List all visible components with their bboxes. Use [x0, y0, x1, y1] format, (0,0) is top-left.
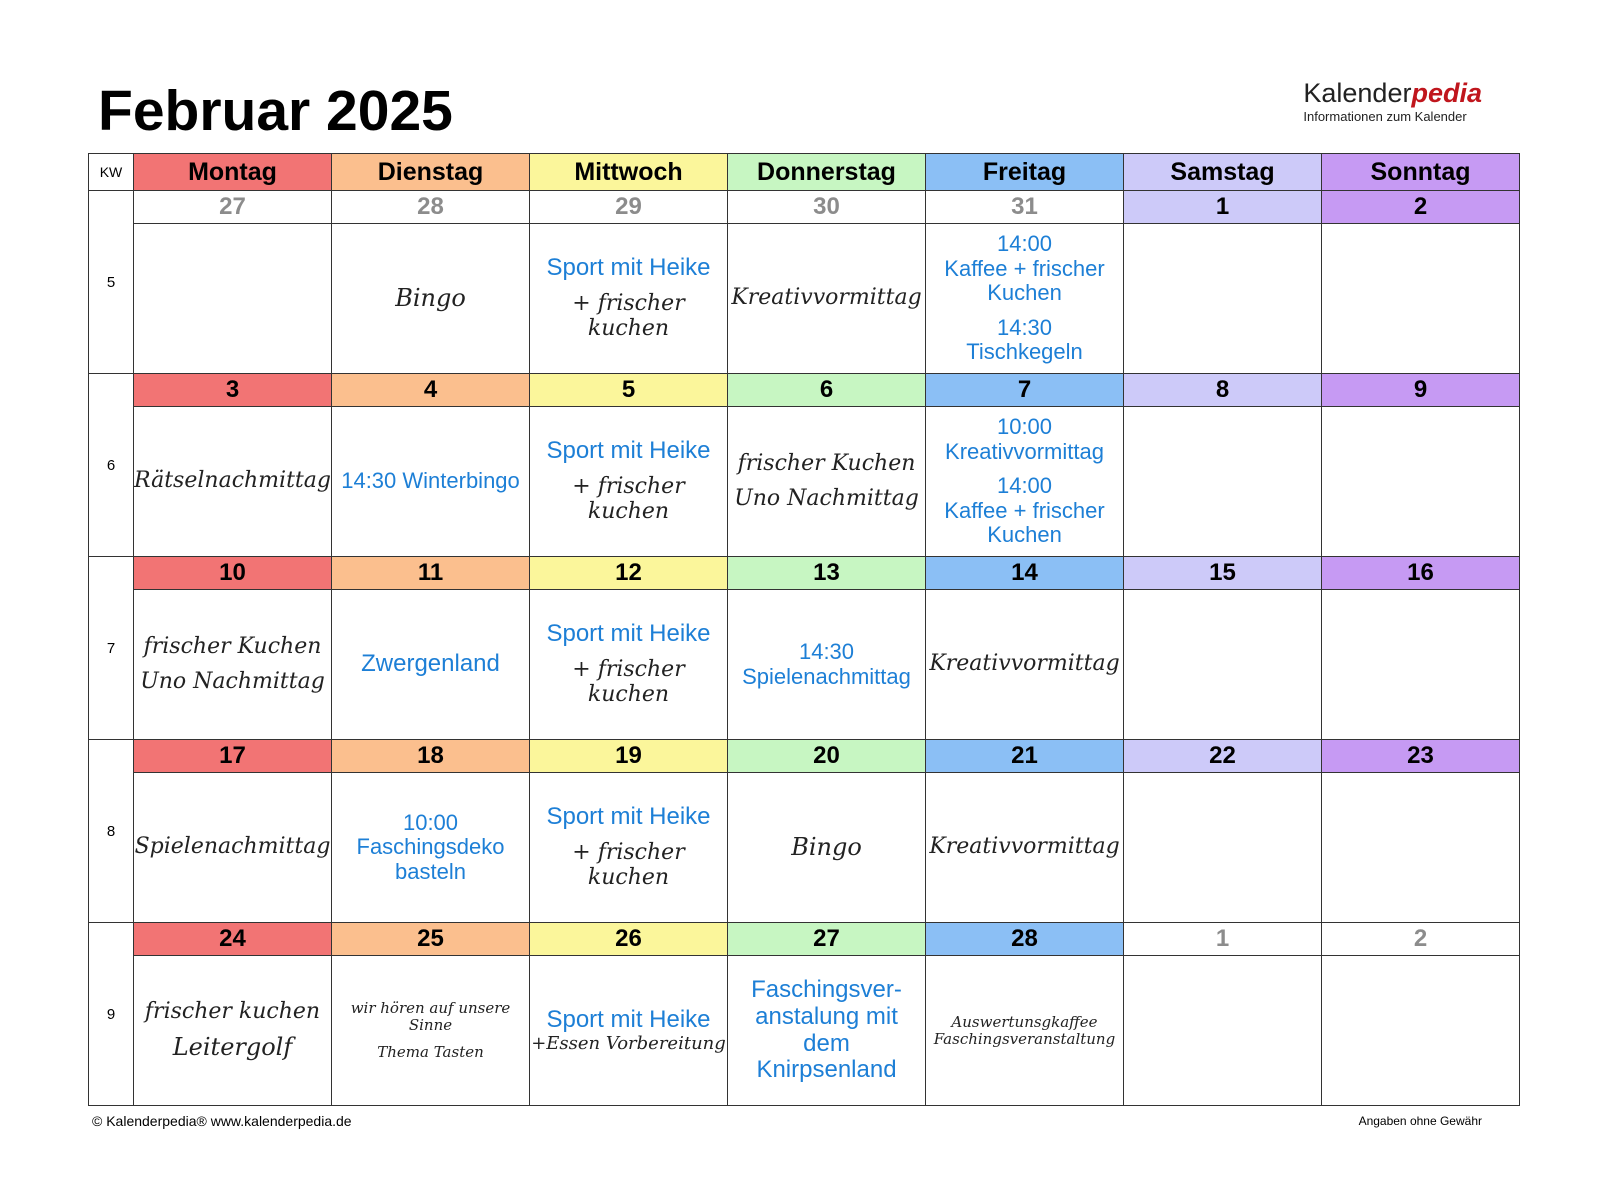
- day-cell[interactable]: [530, 956, 728, 1106]
- day-number[interactable]: 1: [1124, 191, 1322, 224]
- day-cell[interactable]: [332, 773, 530, 923]
- week-number: 6: [89, 374, 134, 557]
- weekday-header: Montag: [134, 154, 332, 191]
- event-text: 14:30: [798, 638, 855, 664]
- day-cell[interactable]: [926, 590, 1124, 740]
- day-cell[interactable]: [134, 590, 332, 740]
- event-text: + frischer kuchen: [572, 840, 685, 890]
- day-cell[interactable]: [728, 407, 926, 557]
- day-cell[interactable]: [530, 407, 728, 557]
- date-row: [89, 923, 1520, 956]
- event-text: Sport mit Heike: [546, 620, 711, 648]
- day-number[interactable]: 7: [926, 374, 1124, 407]
- footer-copyright[interactable]: © Kalenderpedia® www.kalenderpedia.de: [92, 1113, 352, 1129]
- day-number[interactable]: 1: [1124, 923, 1322, 956]
- day-cell[interactable]: [1124, 407, 1322, 557]
- day-number[interactable]: 30: [728, 191, 926, 224]
- day-number[interactable]: 11: [332, 557, 530, 590]
- calendar-grid: [88, 153, 1520, 1106]
- day-cell[interactable]: [530, 590, 728, 740]
- event-text: Thema Tasten: [377, 1042, 484, 1061]
- day-cell[interactable]: [530, 224, 728, 374]
- event-text: frischer Kuchen: [143, 633, 322, 659]
- event-text: Uno Nachmittag: [140, 668, 325, 694]
- weekday-header: Freitag: [926, 154, 1124, 191]
- day-number[interactable]: 28: [926, 923, 1124, 956]
- kw-header: KW: [89, 154, 134, 191]
- brand-logo[interactable]: [1303, 78, 1482, 124]
- day-number[interactable]: 21: [926, 740, 1124, 773]
- day-number[interactable]: 2: [1322, 923, 1520, 956]
- event-text: +Essen Vorbereitung: [531, 1032, 726, 1054]
- day-cell[interactable]: [1322, 224, 1520, 374]
- weekday-header: Dienstag: [332, 154, 530, 191]
- day-cell[interactable]: [728, 590, 926, 740]
- event-row: [89, 956, 1520, 1106]
- event-text: Zwergenland: [361, 650, 500, 678]
- day-cell[interactable]: [926, 956, 1124, 1106]
- day-cell[interactable]: [1322, 956, 1520, 1106]
- weekday-header-row: [89, 154, 1520, 191]
- event-text: 14:30: [996, 314, 1053, 340]
- day-cell[interactable]: [332, 407, 530, 557]
- day-number[interactable]: 8: [1124, 374, 1322, 407]
- day-number[interactable]: 16: [1322, 557, 1520, 590]
- weekday-header: Samstag: [1124, 154, 1322, 191]
- event-text: Auswertunsgkaffee: [951, 1012, 1098, 1031]
- week-number: 8: [89, 740, 134, 923]
- day-cell[interactable]: [134, 224, 332, 374]
- event-text: Kreativvormittag: [731, 285, 922, 311]
- day-number[interactable]: 27: [728, 923, 926, 956]
- brand-name-part2: pedia: [1411, 78, 1482, 108]
- event-text: 14:30 Winterbingo: [341, 468, 520, 494]
- event-text: Kaffee + frischer: [944, 255, 1105, 281]
- event-text: Kreativvormittag: [945, 438, 1104, 464]
- event-text: frischer kuchen: [144, 998, 321, 1024]
- day-number[interactable]: 18: [332, 740, 530, 773]
- day-cell[interactable]: [1322, 773, 1520, 923]
- day-number[interactable]: 3: [134, 374, 332, 407]
- brand-name-part1: Kalender: [1303, 78, 1412, 108]
- week-number: 9: [89, 923, 134, 1106]
- event-text: Kreativvormittag: [929, 651, 1120, 677]
- day-cell[interactable]: [926, 224, 1124, 374]
- event-text: + frischer kuchen: [572, 657, 685, 707]
- event-text: Faschingsver-: [751, 975, 902, 1003]
- day-cell[interactable]: [728, 773, 926, 923]
- event-text: Sport mit Heike: [546, 803, 711, 831]
- day-number[interactable]: 28: [332, 191, 530, 224]
- event-text: Rätselnachmittag: [134, 468, 331, 494]
- day-cell[interactable]: [926, 407, 1124, 557]
- event-text: wir hören auf unsere Sinne: [350, 999, 511, 1035]
- event-text: dem: [803, 1029, 850, 1057]
- brand-tagline: Informationen zum Kalender: [1303, 109, 1467, 124]
- day-cell[interactable]: [1124, 590, 1322, 740]
- day-number[interactable]: 31: [926, 191, 1124, 224]
- date-row: [89, 191, 1520, 224]
- day-cell[interactable]: [1322, 590, 1520, 740]
- day-cell[interactable]: [134, 956, 332, 1106]
- event-text: Tischkegeln: [966, 339, 1083, 365]
- day-number[interactable]: 17: [134, 740, 332, 773]
- day-cell[interactable]: [332, 224, 530, 374]
- event-text: Spielenachmittag: [134, 834, 331, 860]
- event-text: Faschingsveranstaltung: [933, 1029, 1116, 1048]
- event-text: Kuchen: [987, 522, 1062, 548]
- day-cell[interactable]: [1124, 956, 1322, 1106]
- event-row: [89, 407, 1520, 557]
- event-text: Leitergolf: [172, 1033, 293, 1062]
- day-number[interactable]: 27: [134, 191, 332, 224]
- event-text: Kuchen: [987, 280, 1062, 306]
- day-number[interactable]: 24: [134, 923, 332, 956]
- day-number[interactable]: 15: [1124, 557, 1322, 590]
- event-row: [89, 224, 1520, 374]
- event-text: Knirpsenland: [756, 1056, 897, 1084]
- brand-name: [1303, 78, 1482, 108]
- day-cell[interactable]: [728, 224, 926, 374]
- day-number[interactable]: 25: [332, 923, 530, 956]
- day-number[interactable]: 4: [332, 374, 530, 407]
- event-text: Faschingsdeko: [356, 834, 505, 860]
- event-text: anstalung mit: [755, 1002, 898, 1030]
- event-text: 10:00: [996, 413, 1053, 439]
- weekday-header: Sonntag: [1322, 154, 1520, 191]
- event-text: Sport mit Heike: [546, 254, 711, 282]
- event-text: Sport mit Heike: [546, 1005, 711, 1033]
- event-text: basteln: [395, 858, 466, 884]
- date-row: [89, 740, 1520, 773]
- event-text: 10:00: [402, 809, 459, 835]
- day-number[interactable]: 9: [1322, 374, 1520, 407]
- day-cell[interactable]: [1124, 224, 1322, 374]
- day-number[interactable]: 20: [728, 740, 926, 773]
- event-text: Spielenachmittag: [742, 663, 911, 689]
- day-number[interactable]: 14: [926, 557, 1124, 590]
- footer-disclaimer: Angaben ohne Gewähr: [1358, 1114, 1482, 1128]
- event-text: 14:00: [996, 473, 1053, 499]
- weekday-header: Mittwoch: [530, 154, 728, 191]
- day-cell[interactable]: [332, 956, 530, 1106]
- day-number[interactable]: 26: [530, 923, 728, 956]
- event-text: 14:00: [996, 230, 1053, 256]
- event-row: [89, 590, 1520, 740]
- day-cell[interactable]: [134, 407, 332, 557]
- date-row: [89, 374, 1520, 407]
- day-cell[interactable]: [530, 773, 728, 923]
- day-number[interactable]: 2: [1322, 191, 1520, 224]
- week-number: 7: [89, 557, 134, 740]
- day-cell[interactable]: [134, 773, 332, 923]
- day-number[interactable]: 5: [530, 374, 728, 407]
- event-text: Bingo: [395, 284, 466, 313]
- date-row: [89, 557, 1520, 590]
- page-title: Februar 2025: [98, 79, 453, 143]
- event-text: frischer Kuchen: [737, 450, 916, 476]
- day-cell[interactable]: [1322, 407, 1520, 557]
- day-cell[interactable]: [926, 773, 1124, 923]
- day-cell[interactable]: [332, 590, 530, 740]
- day-number[interactable]: 23: [1322, 740, 1520, 773]
- event-text: + frischer kuchen: [572, 291, 685, 341]
- event-text: Uno Nachmittag: [734, 485, 919, 511]
- day-number[interactable]: 19: [530, 740, 728, 773]
- event-text: Bingo: [791, 833, 862, 862]
- day-cell[interactable]: [1124, 773, 1322, 923]
- day-number[interactable]: 10: [134, 557, 332, 590]
- day-number[interactable]: 22: [1124, 740, 1322, 773]
- weekday-header: Donnerstag: [728, 154, 926, 191]
- week-number: 5: [89, 191, 134, 374]
- event-text: Sport mit Heike: [546, 437, 711, 465]
- day-cell[interactable]: [728, 956, 926, 1106]
- event-text: Kreativvormittag: [929, 834, 1120, 860]
- event-text: + frischer kuchen: [572, 474, 685, 524]
- day-number[interactable]: 29: [530, 191, 728, 224]
- event-text: Kaffee + frischer: [944, 497, 1105, 523]
- day-number[interactable]: 6: [728, 374, 926, 407]
- day-number[interactable]: 13: [728, 557, 926, 590]
- day-number[interactable]: 12: [530, 557, 728, 590]
- event-row: [89, 773, 1520, 923]
